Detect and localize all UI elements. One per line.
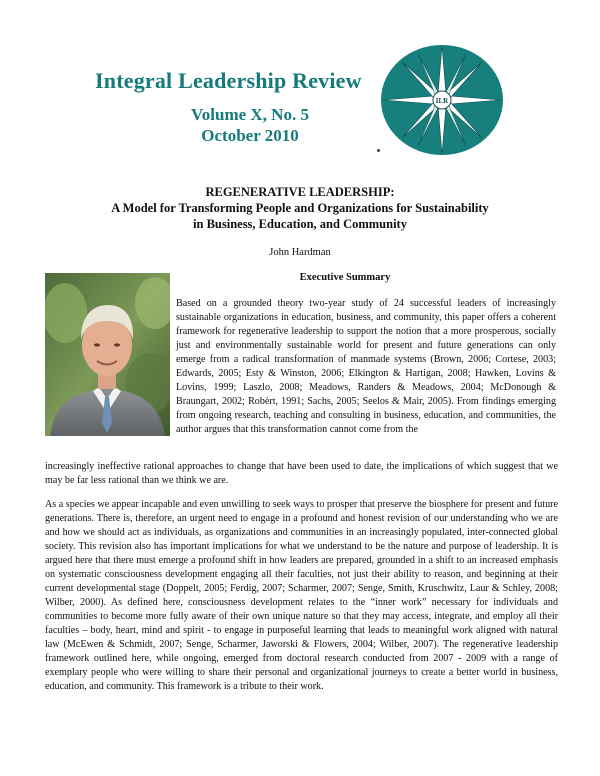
article-title-line-3: in Business, Education, and Community [193, 217, 407, 231]
executive-summary-continued: increasingly ineffective rational approaches to change that have been used to date, the implications of which suggest that we may be far less rational than we think we are. [45, 461, 558, 486]
issue-info [170, 104, 330, 146]
volume-number: Volume X, No. 5 [191, 105, 309, 124]
article-title-line-1: REGENERATIVE LEADERSHIP: [205, 185, 395, 199]
article-title [40, 184, 560, 232]
journal-logo-compass-star-icon [380, 44, 504, 156]
author-portrait [45, 273, 170, 436]
issue-date: October 2010 [201, 126, 299, 145]
journal-title: Integral Leadership Review [95, 68, 362, 93]
logo-mark-dot [377, 149, 380, 152]
body-paragraph: As a species we appear incapable and even unwilling to seek ways to prosper that preserve the biosphere for present and future generations. There is, therefore, an urgent need to engage in a profound and honest revision of our understanding who we are and how we should act as individuals, as organizations and communities in an increasingly populated, inter-connected global society. This revision also has important implications for what we understand to be the nature and purpose of leadership. It is argued here that there must emerge a profound shift in how leaders are prepared, grounded in a shift to an increased emphasis on systematic consciousness development engaging all their faculties, not just their ability to reason, and beginning at their current developmental stage (Doppelt, 2005; Ferdig, 2007; Scharmer, 2007; Senge, Smith, Kruschwitz, Laur & Schley, 2008; Wilber, 2000). As defined here, consciousness development relates to the “inner work” necessary for individuals and communities to become more fully aware of their own unique nature so that they may access, integrate, and employ all their faculties – body, heart, mind and spirit - to engage in purposeful learning that leads to meaningful work aligned with natural law (McEwen & Schmidt, 2007; Senge, Scharmer, Jaworski & Flowers, 2004; Wilber, 2007). The regenerative leadership framework outlined here, while ongoing, emerged from doctoral research conducted from 2007 - 2009 with a range of exemplary people who were willing to share their personal and organizational journeys to create a better world in business, education, and community. This framework is a tribute to their work. [45, 499, 558, 692]
article-title-line-2: A Model for Transforming People and Organizations for Sustainability [111, 201, 489, 215]
logo-letters: ILR [435, 97, 449, 105]
author-name: John Hardman [269, 247, 331, 258]
section-heading: Executive Summary [299, 272, 391, 283]
executive-summary-text: Based on a grounded theory two-year study of 24 successful leaders of increasingly sustainable organizations in education, business, and community, this paper offers a coherent framework for regenerative leadership to support the notion that a more prosperous, socially just and environmentally sustainable world for present and future generations can only emerge from a radical transformation of manmade systems (Brown, 2006; Cortese, 2003; Edwards, 2005; Esty & Winston, 2006; Elkington & Hartigan, 2008; Hawken, Lovins & Lovins, 1999; Laszlo, 2008; Meadows, Randers & Meadows, 2004; McDonough & Braungart, 2002; Robèrt, 1991; Sachs, 2005; Seelos & Mair, 2005). From findings emerging from ongoing research, teaching and consulting in business, education, and communities, the author argues that this transformation cannot come from the [176, 298, 556, 435]
